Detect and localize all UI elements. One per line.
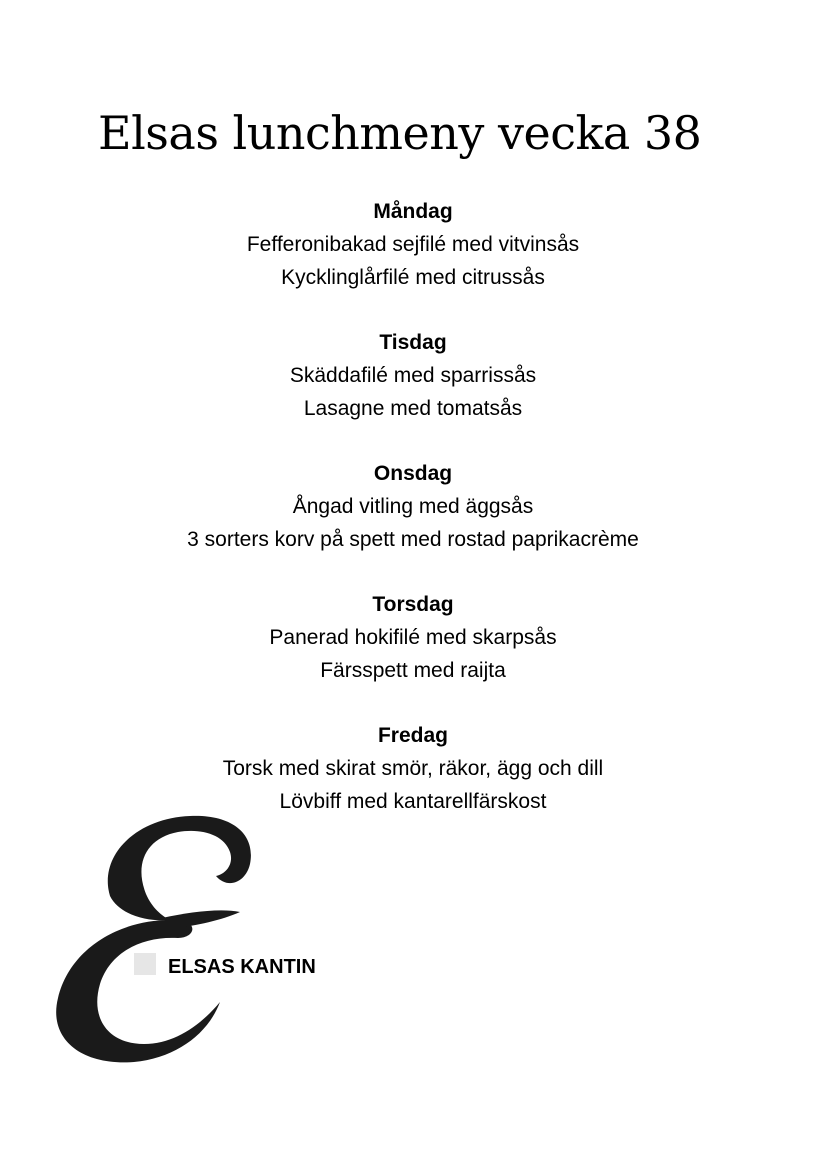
logo-square [134, 953, 156, 975]
dish-item: Lasagne med tomatsås [303, 397, 523, 420]
dish-item: Fefferonibakad sejfilé med vitvinsås [246, 233, 580, 256]
brand-name: ELSAS KANTIN [168, 956, 316, 978]
menu-day-thursday [0, 589, 826, 687]
dish-item: Kycklinglårfilé med citrussås [281, 266, 545, 289]
day-name: Onsdag [373, 462, 453, 485]
page-title: Elsas lunchmeny vecka 38 [98, 106, 702, 160]
menu-day-friday [0, 720, 826, 818]
day-name: Fredag [377, 724, 448, 747]
dish-item: Ångad vitling med äggsås [292, 495, 534, 518]
script-letter-e-logo-icon [50, 812, 260, 1067]
menu-day-wednesday [0, 458, 826, 556]
dish-item: Torsk med skirat smör, räkor, ägg och dill [222, 757, 604, 780]
menu-day-tuesday [0, 327, 826, 425]
dish-item: Panerad hokifilé med skarpsås [269, 626, 557, 649]
dish-item: Färsspett med raijta [320, 659, 506, 682]
dish-item: Skäddafilé med sparrissås [289, 364, 537, 387]
weekly-menu [0, 196, 826, 851]
dish-item: Lövbiff med kantarellfärskost [279, 790, 547, 813]
day-name: Tisdag [379, 331, 447, 354]
dish-item: 3 sorters korv på spett med rostad paprikacrème [187, 528, 639, 551]
menu-day-monday [0, 196, 826, 294]
day-name: Torsdag [372, 593, 454, 616]
day-name: Måndag [373, 200, 453, 223]
